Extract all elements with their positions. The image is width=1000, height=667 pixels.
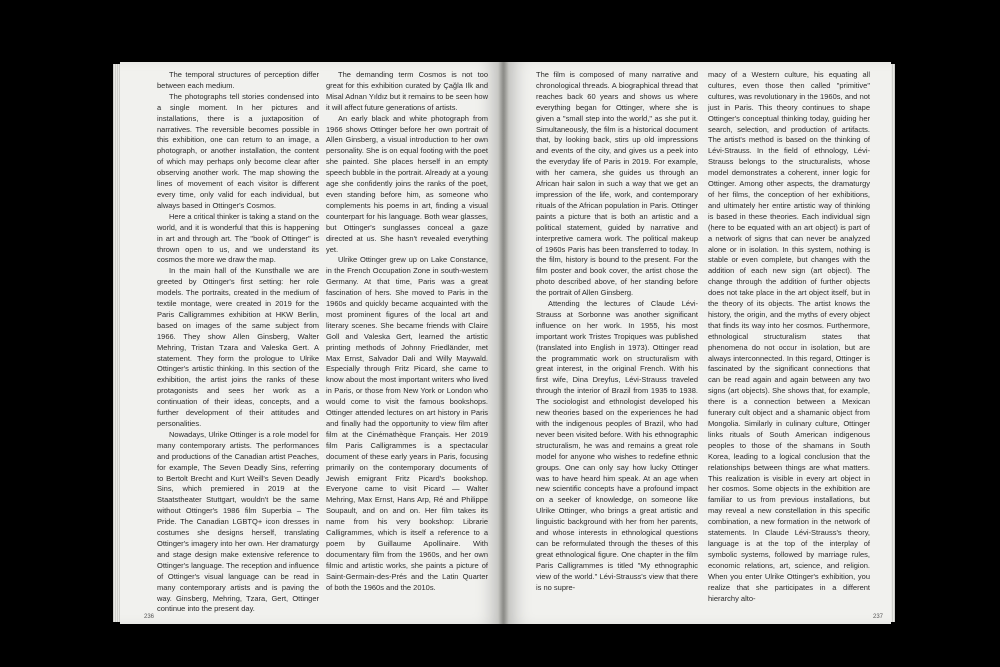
paragraph: Here a critical thinker is taking a stand on the world, and it is wonderful that this is happening in art and through art. The "book of Ottinger" is thrown open to us, and we understand its cosmos the more we draw the map. bbox=[157, 211, 319, 265]
left-page-edge bbox=[113, 64, 120, 622]
paragraph: Attending the lectures of Claude Lévi-Strauss at Sorbonne was another significant influence on her work. In 1955, his most important work Tristes Tropiques was published (translated into English in 1973). Ottinger read the programmatic work on structuralism with great interest, in the original French. With his first wife, Dina Dreyfus, Lévi-Strauss traveled through the interior of Brazil from 1935 to 1938. The sociologist and ethnologist developed his new theories based on the experiences he had with the indigenous peoples of Brazil, who had never been visited before. With his ethnographic structuralism, he was and remains a great role model for anyone who wishes to redefine ethnic groups. One can only say how lucky Ottinger was to have heard him speak. At an age when new scientific concepts have a profound impact on a seeker of knowledge, on someone like Ulrike Ottinger, who brings a great artistic and linguistic background with her from her parents, and whose interests in ethnological questions can be reformulated through the theses of this great ethnological figure. One chapter in the film Paris Calligrammes is titled "My ethnographic view of the world." Lévi-Strauss's view that there is no supre- bbox=[536, 299, 698, 592]
paragraph: The film is composed of many narrative and chronological threads. A biographical thread that reaches back 60 years and shows us where everything began for Ottinger, where she is given a "small step into the world," as she put it. Simultaneously, the film is a historical document that, by looking back, stirs up old impressions and events of the city, and gives us a peek into the everyday life of Paris in 2019. For example, with her camera, she guides us through an African hair salon in such a way that we get an impression of the life, work, and contemporary rituals of the African population in Paris. Ottinger paints a picture that is both an artistic and a political statement, guided by narrative and interpretive camera work. The political makeup of 1960s Paris has been transferred to today. In the film, history is bound to the present. For the film poster and book cover, the artist chose the photo described above, of her standing before the portrait of Allen Ginsberg. bbox=[536, 70, 698, 298]
paragraph: The demanding term Cosmos is not too great for this exhibition curated by Çağla Ilk and Misal Adnan Yıldız but it remains to be seen how it will affect future generations of artists. bbox=[326, 70, 488, 112]
paragraph: macy of a Western culture, his equating all cultures, even those then called "primitive" cultures, was revolutionary in the 1960s, and not just in Paris. This theory continues to shape Ottinger's conceptual thinking today, guiding her search, selection, and production of artifacts. The artist's method is based on the thinking of Lévi-Strauss. In the field of ethnology, Lévi-Strauss belongs to the structuralists, whose model demonstrates a coherent, inner logic for Ottinger. Among other aspects, the dramaturgy of her films, the conception of her exhibitions, and ultimately her entire artistic way of thinking is based in these theories. Each individual sign (here to be equated with an art object) is part of a network of signs that can never be analyzed alone or in isolation. In this system, nothing is stable or even complete, but changes with the addition of each new sign (art object). The change through the addition of further objects does not take place in the art object itself, but in the theory of its objects. The artist knows the history, the origin, and the myths of every object that finds its way into her cosmos. Furthermore, ethnological structuralism states that phenomena do not occur in isolation, but are always interconnected. In this regard, Ottinger is fascinated by the significant connections that can be read again and again between any two signs (art objects). She shows that, for example, there is a connection between a Mexican funerary cult object and a shamanic object from Mongolia. Similarly in culinary culture, Ottinger links rituals of South American indigenous peoples to those of the shamans in South Korea, leading to a logical conclusion that the relationships between things are what matters. This realization is visible in every art object in her cosmos. Some objects in the exhibition are familiar to us from previous installations, but may reveal a new constellation in this specific combination, a new formation in the network of statements. In Claude Lévi-Strauss's theory, language is at the top of the interplay of symbolic systems, followed by marriage rules, economic relations, art, science, and religion. When you enter Ulrike Ottinger's exhibition, you realize that she participates in a different hierarchy alto- bbox=[708, 70, 870, 603]
right-page-column-2 bbox=[708, 70, 870, 604]
right-page-column-1 bbox=[536, 70, 698, 594]
page-number-right: 237 bbox=[872, 614, 883, 620]
paragraph: In the main hall of the Kunsthalle we are greeted by Ottinger's first setting: her role models. The portraits, created in the medium of textile montage, were created in 2019 for the Paris Calligrammes exhibition at HKW Berlin, based on images of the same subject from 1966. They show Allen Ginsberg, Walter Mehring, Tristan Tzara and Valeska Gert. A statement. They form the prologue to Ulrike Ottinger's artistic thinking. In this section of the exhibition, the artist joins the ranks of these protagonists and sees her work as a continuation of their ideas, concepts, and a further development of their attitudes and personalities. bbox=[157, 266, 319, 428]
paragraph: The photographs tell stories condensed into a single moment. In her pictures and installations, there is a juxtaposition of narratives. The reversible becomes possible in this exhibition, one can return to an image, a photograph, or another installation, the content of which may perhaps only become clear after observing another work. The map showing the lines of movement of each visitor is different every time, only valid for each individual, but always based in Ottinger's Cosmos. bbox=[157, 91, 319, 210]
left-page bbox=[120, 62, 498, 624]
left-page-column-2 bbox=[326, 70, 488, 594]
book-gutter bbox=[498, 62, 509, 624]
paragraph: The temporal structures of perception differ between each medium. bbox=[157, 70, 319, 90]
page-number-left: 236 bbox=[144, 614, 155, 620]
right-page-edge bbox=[891, 64, 895, 622]
paragraph: An early black and white photograph from 1966 shows Ottinger before her own portrait of Allen Ginsberg, a visual introduction to her own personality. She is on equal footing with the poet she painted. She places herself in an empty speech bubble in the portrait. Already at a young age she confidently joins the ranks of the poet, even standing before him, as someone who complements his poems in art, finding a visual counterpart for his language. Both wear glasses, but Ottinger's sunglasses conceal a gaze directed at us. She hasn't revealed everything yet. bbox=[326, 113, 488, 254]
right-page bbox=[509, 62, 891, 624]
paragraph: Ulrike Ottinger grew up on Lake Constance, in the French Occupation Zone in south-western Germany. At that time, Paris was a great fascination of hers. She moved to Paris in the 1960s and quickly became acquainted with the most prominent figures of the local art and literary scenes. She became friends with Claire Goll and Valeska Gert, learned the artistic printing methods of Johnny Friedländer, met Max Ernst, Salvador Dali and Willy Maywald. Especially through Fritz Picard, she came to know about the most important writers who lived in Paris, or those from New York or London who would come to visit the famous bookshops. Ottinger attended lectures on art history in Paris and finally had the opportunity to view film after film at the Cinémathèque Français. Her 2019 film Paris Calligrammes is a spectacular document of these early years in Paris, focusing primarily on the contemporary documents of Jewish emigrant Fritz Picard's bookshop. Everyone came to visit Picard — Walter Mehring, Max Ernst, Hans Arp, Ré and Philippe Soupault, and on and on. Her film takes its name from his very bookshop: Librarie Calligrammes, which is itself a reference to a poem by Guillaume Apollinaire. With documentary film from the 1960s, and her own filmic and artistic works, she paints a picture of Saint-Germain-des-Prés and the Latin Quarter of both the 1960s and the 2010s. bbox=[326, 255, 488, 592]
left-page-column-1 bbox=[157, 70, 319, 615]
paragraph: Nowadays, Ulrike Ottinger is a role model for many contemporary artists. The performances and productions of the Canadian artist Peaches, for example, The Seven Deadly Sins, referring to Bertolt Brecht and Kurt Weill's Seven Deadly Sins, which premiered in 2019 at the Staatstheater Stuttgart, wouldn't be the same without Ottinger's 1986 film Superbia – The Pride. The Canadian LGBTQ+ icon dresses in costumes she designs herself, translating Ottinger's imagery into her own. Her dramaturgy and stage design make extensive reference to Ottinger's language. The reception and influence of Ottinger's visual language can be read in many contemporary artists and is paving the way. Ginsberg, Mehring, Tzara, Gert, Ottinger continue into the present day. bbox=[157, 429, 319, 614]
